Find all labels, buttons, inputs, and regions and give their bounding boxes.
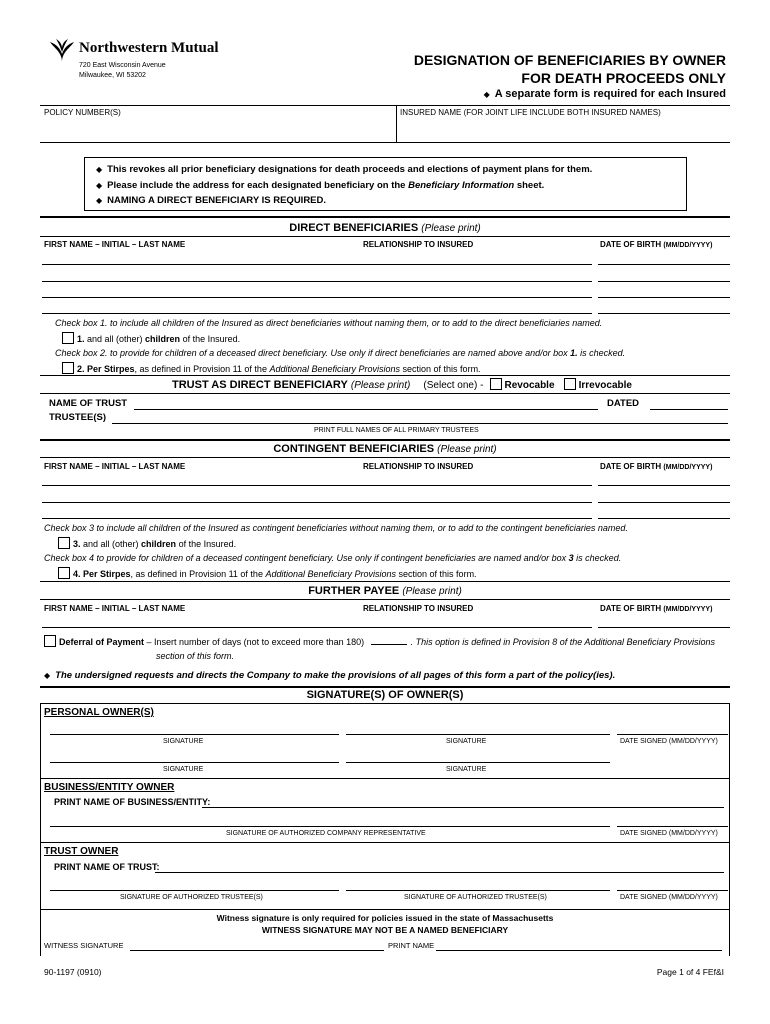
trust-date-line[interactable] — [617, 890, 728, 891]
box4-checkbox[interactable] — [58, 567, 70, 579]
policy-number-field[interactable] — [41, 118, 395, 140]
diamond-bullet-icon: ◆ — [44, 671, 51, 680]
direct-col-name: FIRST NAME – INITIAL – LAST NAME — [44, 240, 186, 249]
diamond-bullet-icon: ◆ — [96, 181, 103, 190]
separate-form-note: ◆ A separate form is required for each Insured — [483, 88, 726, 100]
address-line1: 720 East Wisconsin Avenue — [79, 62, 166, 69]
personal-owner-heading: PERSONAL OWNER(S) — [44, 707, 154, 718]
signature-label-3: SIGNATURE — [163, 766, 204, 773]
direct-beneficiaries-title: DIRECT BENEFICIARIES (Please print) — [289, 222, 481, 234]
trustee-signature-label-2: SIGNATURE OF AUTHORIZED TRUSTEE(S) — [404, 894, 547, 901]
notice-item-address: ◆ Please include the address for each designated beneficiary on the Beneficiary Information sheet. — [96, 180, 545, 191]
personal-date-line[interactable] — [617, 734, 728, 735]
box1-instructions: Check box 1. to include all children of the Insured as direct beneficiaries without naming them, or to add to the direct beneficiaries named. — [55, 318, 603, 328]
notice-item-revokes: ◆ This revokes all prior beneficiary designations for death proceeds and elections of payment plans for them. — [96, 164, 593, 175]
box3-instructions: Check box 3 to include all children of the Insured as contingent beneficiaries without naming them, or to add to the contingent beneficiaries named. — [44, 523, 628, 533]
direct-name-line-2[interactable] — [42, 281, 592, 282]
notice-item-required: ◆ NAMING A DIRECT BENEFICIARY IS REQUIRED. — [96, 195, 327, 206]
direct-dob-line-1[interactable] — [598, 264, 730, 265]
further-dob-line-1[interactable] — [598, 627, 730, 628]
address-line2: Milwaukee, WI 53202 — [79, 72, 146, 79]
trustee-signature-label-1: SIGNATURE OF AUTHORIZED TRUSTEE(S) — [120, 894, 263, 901]
box4-instructions: Check box 4 to provide for children of a deceased contingent beneficiary. Use only if contingent beneficiaries are named and/or box 3 is checked. — [44, 553, 622, 563]
trust-name-field[interactable] — [155, 872, 724, 873]
logo-mark-icon — [48, 38, 76, 64]
contingent-name-line-1[interactable] — [42, 485, 592, 486]
contingent-beneficiaries-title: CONTINGENT BENEFICIARIES (Please print) — [273, 443, 497, 455]
direct-dob-line-3[interactable] — [598, 297, 730, 298]
business-date-line[interactable] — [617, 826, 728, 827]
trust-owner-heading: TRUST OWNER — [44, 846, 119, 857]
company-logo — [48, 38, 76, 64]
contingent-dob-line-2[interactable] — [598, 502, 730, 503]
deferral-section-note: section of this form. — [156, 651, 235, 661]
diamond-bullet-icon: ◆ — [96, 196, 103, 205]
personal-signature-line-1[interactable] — [50, 734, 339, 735]
box2-row: 2. Per Stirpes, as defined in Provision 11 of the Additional Beneficiary Provisions section of this form. — [62, 362, 481, 374]
trustees-label: TRUSTEE(S) — [49, 412, 106, 423]
deferral-row: Deferral of Payment – Insert number of days (not to exceed more than 180) . This option is defined in Provision 8 of the Additional Beneficiary Provisions — [44, 635, 715, 647]
signature-label-2: SIGNATURE — [446, 738, 487, 745]
date-signed-label-1: DATE SIGNED (MM/DD/YYYY) — [620, 738, 718, 745]
deferral-checkbox[interactable] — [44, 635, 56, 647]
policy-number-label: POLICY NUMBER(S) — [44, 108, 121, 117]
deferral-days-field[interactable] — [371, 636, 407, 645]
further-col-name: FIRST NAME – INITIAL – LAST NAME — [44, 604, 186, 613]
page-number: Page 1 of 4 FEf&I — [656, 967, 724, 977]
box2-checkbox[interactable] — [62, 362, 74, 374]
contingent-col-dob: DATE OF BIRTH (MM/DD/YYYY) — [600, 462, 713, 471]
date-signed-label-2: DATE SIGNED (MM/DD/YYYY) — [620, 830, 718, 837]
further-payee-title: FURTHER PAYEE (Please print) — [308, 585, 462, 597]
trustee-signature-line-2[interactable] — [346, 890, 610, 891]
contingent-col-relationship: RELATIONSHIP TO INSURED — [363, 462, 474, 471]
irrevocable-checkbox[interactable] — [564, 378, 576, 390]
revocable-checkbox[interactable] — [490, 378, 502, 390]
signature-label-4: SIGNATURE — [446, 766, 487, 773]
trust-title-row: TRUST AS DIRECT BENEFICIARY (Please print) (Select one) - Revocable Irrevocable — [172, 379, 632, 391]
witness-signature-label: WITNESS SIGNATURE — [44, 941, 124, 950]
direct-col-dob: DATE OF BIRTH (MM/DD/YYYY) — [600, 240, 713, 249]
form-number: 90-1197 (0910) — [44, 967, 102, 977]
direct-col-relationship: RELATIONSHIP TO INSURED — [363, 240, 474, 249]
business-owner-heading: BUSINESS/ENTITY OWNER — [44, 782, 175, 793]
witness-note-2: WITNESS SIGNATURE MAY NOT BE A NAMED BENEFICIARY — [261, 925, 509, 935]
business-name-field[interactable] — [202, 807, 724, 808]
name-of-trust-label: NAME OF TRUST — [49, 398, 128, 409]
direct-dob-line-2[interactable] — [598, 281, 730, 282]
personal-signature-line-2[interactable] — [346, 734, 610, 735]
further-col-dob: DATE OF BIRTH (MM/DD/YYYY) — [600, 604, 713, 613]
box1-checkbox[interactable] — [62, 332, 74, 344]
direct-name-line-3[interactable] — [42, 297, 592, 298]
further-name-line-1[interactable] — [42, 627, 592, 628]
direct-name-line-1[interactable] — [42, 264, 592, 265]
print-name-label: PRINT NAME — [388, 941, 435, 950]
date-signed-label-3: DATE SIGNED (MM/DD/YYYY) — [620, 894, 718, 901]
signatures-title: SIGNATURE(S) OF OWNER(S) — [306, 689, 464, 701]
witness-print-name-field[interactable] — [436, 950, 722, 951]
contingent-col-name: FIRST NAME – INITIAL – LAST NAME — [44, 462, 186, 471]
print-trust-label: PRINT NAME OF TRUST: — [54, 862, 160, 872]
dated-label: DATED — [607, 398, 640, 409]
signature-label-1: SIGNATURE — [163, 738, 204, 745]
trustee-signature-line-1[interactable] — [50, 890, 339, 891]
form-title-line1: DESIGNATION OF BENEFICIARIES BY OWNER — [413, 52, 726, 68]
print-business-label: PRINT NAME OF BUSINESS/ENTITY: — [54, 797, 211, 807]
box2-instructions: Check box 2. to provide for children of a deceased direct beneficiary. Use only if direct beneficiaries are named above and/or box 1. is checked. — [55, 348, 626, 358]
print-trustees-note: PRINT FULL NAMES OF ALL PRIMARY TRUSTEES — [314, 427, 479, 434]
further-col-relationship: RELATIONSHIP TO INSURED — [363, 604, 474, 613]
box3-row: 3. and all (other) children of the Insured. — [58, 537, 236, 549]
witness-signature-field[interactable] — [130, 950, 384, 951]
company-name: Northwestern Mutual — [79, 40, 219, 56]
insured-name-label: INSURED NAME (FOR JOINT LIFE INCLUDE BOTH INSURED NAMES) — [400, 108, 661, 117]
box4-row: 4. Per Stirpes, as defined in Provision 11 of the Additional Beneficiary Provisions section of this form. — [58, 567, 477, 579]
personal-signature-line-3[interactable] — [50, 762, 339, 763]
company-rep-signature-line[interactable] — [50, 826, 610, 827]
dated-field[interactable] — [650, 409, 728, 410]
name-of-trust-field[interactable] — [134, 409, 598, 410]
personal-signature-line-4[interactable] — [346, 762, 610, 763]
contingent-dob-line-1[interactable] — [598, 485, 730, 486]
direct-dob-line-4[interactable] — [598, 313, 730, 314]
company-rep-signature-label: SIGNATURE OF AUTHORIZED COMPANY REPRESENTATIVE — [226, 830, 426, 837]
witness-note-1: Witness signature is only required for policies issued in the state of Massachusetts — [216, 913, 554, 923]
box1-row: 1. and all (other) children of the Insured. — [62, 332, 240, 344]
form-title-line2: FOR DEATH PROCEEDS ONLY — [521, 70, 726, 86]
contingent-name-line-3[interactable] — [42, 518, 592, 519]
box3-checkbox[interactable] — [58, 537, 70, 549]
insured-name-field[interactable] — [398, 118, 728, 140]
trustees-field[interactable] — [112, 423, 728, 424]
diamond-bullet-icon: ◆ — [96, 165, 103, 174]
diamond-bullet-icon: ◆ — [483, 90, 490, 99]
contingent-name-line-2[interactable] — [42, 502, 592, 503]
directive-statement: ◆ The undersigned requests and directs the Company to make the provisions of all pages of this form a part of the policy(ies). — [44, 670, 616, 681]
contingent-dob-line-3[interactable] — [598, 518, 730, 519]
direct-name-line-4[interactable] — [42, 313, 592, 314]
